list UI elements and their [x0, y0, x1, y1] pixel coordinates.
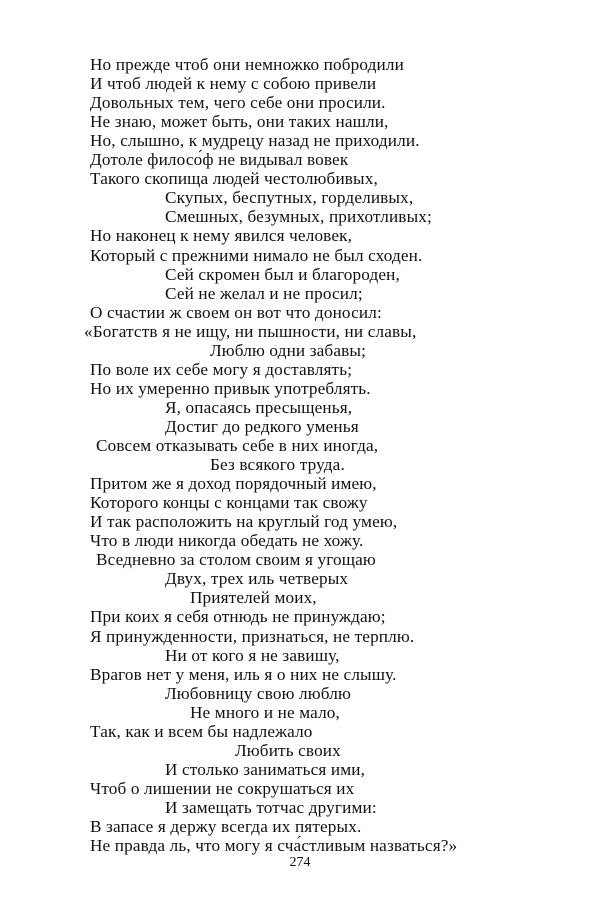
poem-line: Которого концы с концами так свожу [90, 493, 368, 513]
poem-line: И столько заниматься ими, [165, 759, 366, 779]
poem-line: Который с прежними нимало не был сходен. [90, 245, 423, 265]
poem-line: Без всякого труда. [210, 455, 345, 475]
poem-line: Чтоб о лишении не сокрушаться их [90, 778, 355, 798]
poem-line: И замещать тотчас другими: [165, 797, 377, 817]
poem-line: Но наконец к нему явился человек, [90, 226, 353, 246]
poem-line: Но прежде чтоб они немножко побродили [90, 55, 404, 74]
poem-line: Сей не желал и не просил; [165, 283, 363, 303]
poem-line: Скупых, беспутных, горделивых, [165, 188, 414, 208]
poem-line: Любовницу свою люблю [165, 683, 351, 703]
poem-line: «Богатств я не ищу, ни пышности, ни славы, [84, 321, 417, 341]
poem-line: Сей скромен был и благороден, [165, 264, 400, 284]
page-number: 274 [289, 855, 311, 870]
poem-line: Такого скопища людей честолюбивых, [90, 169, 378, 189]
poem-line: Приятелей моих, [190, 588, 317, 608]
poem-line: Притом же я доход порядочный имею, [90, 474, 377, 494]
poem-line: Так, как и всем бы надлежало [90, 721, 313, 741]
poem-line: Двух, трех иль четверых [165, 569, 349, 589]
poem-line: Довольных тем, чего себе они просили. [90, 93, 386, 113]
poem-line: Вседневно за столом своим я угощаю [96, 550, 376, 570]
poem-line: Не много и не мало, [190, 702, 340, 722]
poem-line: Я принужденности, признаться, не терплю. [90, 626, 415, 646]
poem-line: Совсем отказывать себе в них иногда, [96, 436, 379, 455]
poem-line: Я, опасаясь пресыщенья, [165, 397, 353, 417]
poem-line: Но, слышно, к мудрецу назад не приходили. [90, 131, 420, 151]
poem-line: В запасе я держу всегда их пятерых. [90, 817, 362, 836]
poem-line: Достиг до редкого уменья [165, 416, 359, 436]
poem-line: Не знаю, может быть, они таких нашли, [90, 112, 389, 132]
poem-line: Ни от кого я не завишу, [165, 645, 340, 665]
poem-line: И так расположить на круглый год умею, [90, 512, 398, 532]
poem-line: Что в люди никогда обедать не хожу. [90, 531, 364, 551]
poem-line: Врагов нет у меня, иль я о них не слышу. [90, 664, 397, 684]
poem-line: О счастии ж своем он вот что доносил: [90, 302, 382, 322]
poem-line: И чтоб людей к нему с собою привели [90, 74, 377, 94]
poem-line: Люблю одни забавы; [210, 340, 366, 360]
poem-line: Смешных, безумных, прихотливых; [165, 207, 432, 227]
poem-line: При коих я себя отнюдь не принуждаю; [90, 607, 386, 627]
poem-line: Любить своих [235, 740, 341, 760]
poem-line: Не правда ль, что могу я сча́стливым назваться?» [90, 836, 458, 856]
poem-line: Дотоле филосо́ф не видывал вовек [90, 150, 349, 170]
poem-line: Но их умеренно привык употреблять. [90, 378, 371, 398]
poem-line: По воле их себе могу я доставлять; [90, 359, 353, 379]
